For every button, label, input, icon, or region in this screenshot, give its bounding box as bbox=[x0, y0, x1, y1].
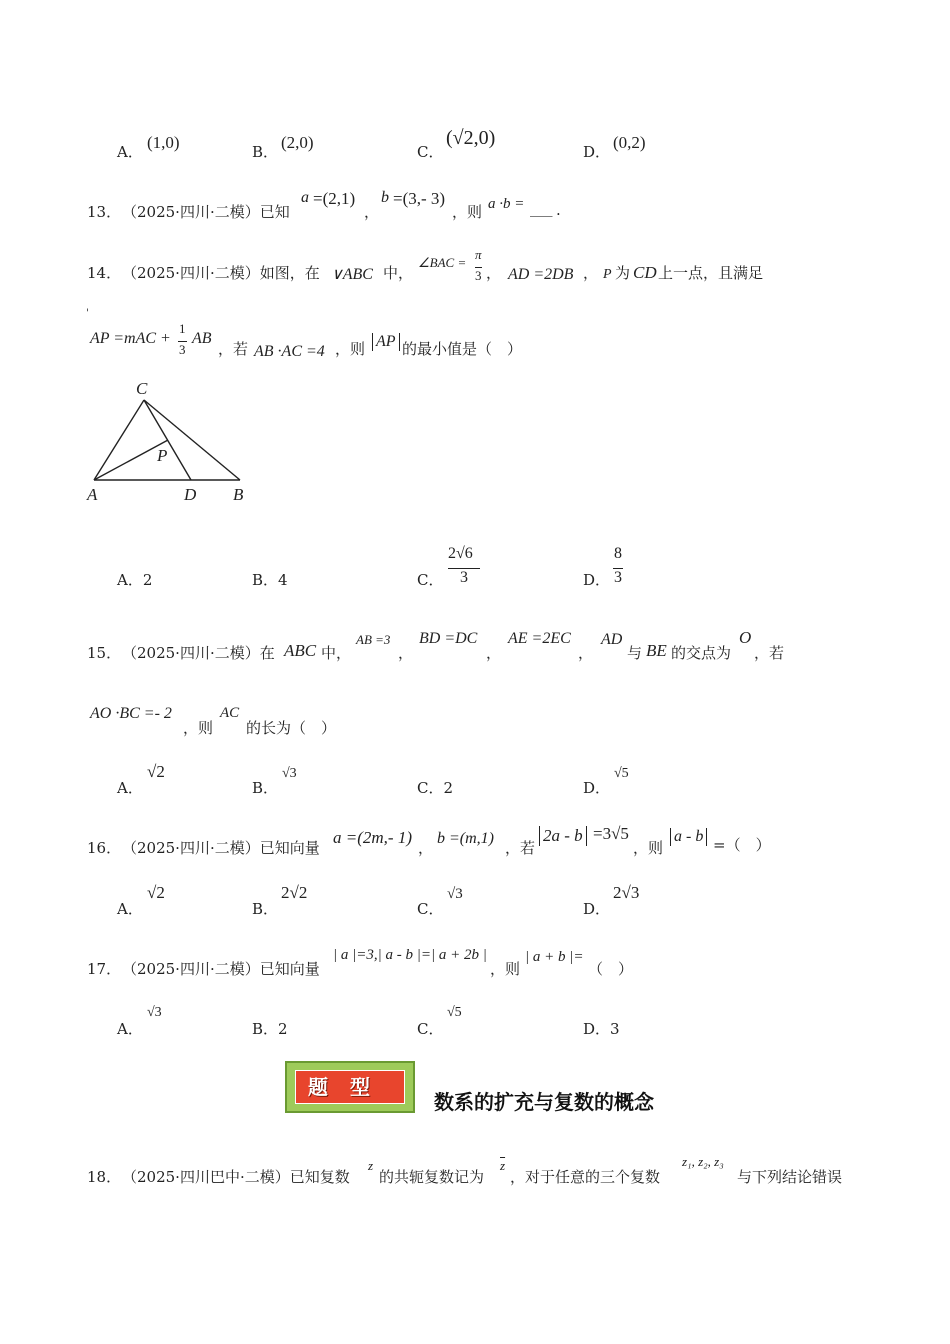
q16-option-b-label: B． bbox=[252, 900, 279, 918]
q14-option-d-den: 3 bbox=[614, 569, 622, 586]
label-a: A bbox=[87, 485, 98, 504]
label-c: C bbox=[136, 379, 148, 398]
q15-ruo: ，若 bbox=[754, 644, 785, 662]
q13-b-value: =(3,- 3) bbox=[393, 189, 446, 208]
label-d: D bbox=[184, 485, 197, 504]
q18-number: 18． bbox=[87, 1168, 122, 1186]
segment-cb bbox=[144, 400, 240, 480]
q15-abc: ABC bbox=[284, 641, 317, 660]
q14-cd: CD bbox=[633, 263, 657, 282]
q14-angle: ∠BAC = bbox=[418, 255, 467, 270]
section-badge bbox=[285, 1061, 415, 1113]
q13-source: （2025·四川·二模）已知 bbox=[122, 203, 290, 221]
option-d-value: (0,2) bbox=[613, 133, 646, 152]
q14-pi: π bbox=[475, 247, 482, 262]
q14-source: （2025·四川·二模）如图，在 bbox=[122, 264, 320, 282]
q14-ad: AD =2DB bbox=[508, 266, 574, 283]
q17-option-b: B．2 bbox=[252, 1020, 288, 1038]
q14-ruo: ，若 bbox=[218, 340, 249, 358]
q14-triangle: ∨ABC bbox=[331, 266, 373, 283]
q15-o: O bbox=[739, 628, 752, 647]
q15-option-a-label: A． bbox=[117, 779, 143, 797]
q17-ze: ，则 bbox=[490, 960, 521, 978]
q13-comma: ， bbox=[364, 203, 380, 221]
option-a-label: A． bbox=[117, 143, 143, 161]
q17-option-c-label: C． bbox=[417, 1020, 444, 1038]
q16-comma: ， bbox=[418, 839, 434, 857]
q15-ao-expr: AO ·BC =- 2 bbox=[90, 705, 172, 722]
q18-mid: 的共轭复数记为 bbox=[379, 1168, 485, 1186]
q16-source: （2025·四川·二模）已知向量 bbox=[122, 839, 320, 857]
q15-source: （2025·四川·二模）在 bbox=[122, 644, 275, 662]
q15-option-b-label: B． bbox=[252, 779, 279, 797]
q14-option-b: B．4 bbox=[252, 571, 288, 589]
q17-condition: | a |=3,| a - b |=| a + 2b | bbox=[333, 947, 487, 963]
q15-yu: 与 bbox=[627, 644, 643, 662]
q16-a-def: a =(2m,- 1) bbox=[333, 828, 412, 847]
q17-number: 17． bbox=[87, 960, 122, 978]
q14-option-d-num: 8 bbox=[614, 545, 622, 562]
option-b-label: B． bbox=[252, 143, 279, 161]
q16-option-d-value: 2√3 bbox=[613, 883, 640, 902]
q15-jiao: 的交点为 bbox=[671, 644, 732, 662]
q15-bd: BD =DC bbox=[419, 630, 478, 647]
q14-option-c-num: 2√6 bbox=[448, 545, 473, 562]
q16-eq: =3√5 bbox=[593, 824, 629, 843]
q15-option-c: C．2 bbox=[417, 779, 454, 797]
q13-end: . bbox=[556, 201, 561, 219]
q15-comma-2: ， bbox=[486, 644, 502, 662]
q18-zs: z₁, z₂, z₃ bbox=[682, 1154, 724, 1169]
option-d-label: D． bbox=[583, 143, 611, 161]
q15-ze: ，则 bbox=[183, 719, 214, 737]
q14-frac-den: 3 bbox=[179, 342, 186, 357]
q15-option-d-label: D． bbox=[583, 779, 611, 797]
q18-source: （2025·四川巴中·二模）已知复数 bbox=[122, 1168, 350, 1186]
q17-tail: （ ） bbox=[588, 960, 634, 978]
q13-a-vector: a bbox=[301, 189, 309, 206]
q16-tail: =（ ） bbox=[713, 836, 771, 854]
q16-option-d-label: D． bbox=[583, 900, 611, 918]
q14-dot-expr: AB ·AC =4 bbox=[254, 343, 325, 360]
q14-rest: 上一点，且满足 bbox=[658, 264, 764, 282]
q14-comma-2: ， bbox=[583, 264, 599, 282]
q14-option-c: C． bbox=[417, 571, 444, 589]
q15-tail: 的长为（ ） bbox=[246, 719, 337, 737]
label-b: B bbox=[233, 485, 244, 504]
q14-mark: ' bbox=[86, 308, 89, 319]
q15-comma-1: ， bbox=[398, 644, 414, 662]
q14-option-d: D． bbox=[583, 571, 611, 589]
q14-triangle-figure bbox=[84, 378, 254, 508]
q14-ap-eq: AP =mAC + bbox=[90, 330, 171, 347]
q15-be: BE bbox=[646, 641, 667, 660]
q16-option-a-label: A． bbox=[117, 900, 143, 918]
q15-option-d-value: √5 bbox=[614, 766, 629, 781]
q16-abs-a-b: a - b bbox=[670, 828, 707, 846]
option-c-label: C． bbox=[417, 143, 444, 161]
q14-three: 3 bbox=[475, 268, 482, 283]
q15-option-a-value: √2 bbox=[147, 762, 165, 781]
segment-ac bbox=[94, 400, 144, 480]
q16-option-c-value: √3 bbox=[447, 886, 463, 902]
section-badge-label: 题型 bbox=[295, 1070, 405, 1104]
q14-ze: ，则 bbox=[335, 340, 366, 358]
option-c-value: (√2,0) bbox=[446, 127, 496, 149]
q13-a-value: =(2,1) bbox=[313, 189, 356, 208]
q14-number: 14． bbox=[87, 264, 122, 282]
option-b-value: (2,0) bbox=[281, 133, 314, 152]
q15-option-b-value: √3 bbox=[282, 766, 297, 781]
q16-ruo: ，若 bbox=[505, 839, 536, 857]
q17-option-a-label: A． bbox=[117, 1020, 143, 1038]
q18-z: z bbox=[368, 1158, 374, 1173]
q13-blank: ___ bbox=[530, 199, 553, 217]
q14-frac-num: 1 bbox=[179, 321, 186, 336]
q14-comma-1: ， bbox=[486, 264, 502, 282]
q18-mid2: ，对于任意的三个复数 bbox=[510, 1168, 661, 1186]
q18-zbar: $\overline{z}$ bbox=[500, 1158, 506, 1173]
q15-number: 15． bbox=[87, 644, 122, 662]
q16-b-def: b =(m,1) bbox=[437, 830, 495, 847]
q15-ad: AD bbox=[601, 631, 623, 648]
q14-option-c-den: 3 bbox=[448, 568, 480, 587]
q14-option-a: A．2 bbox=[117, 571, 153, 589]
q14-mid: 中， bbox=[383, 264, 414, 282]
q17-option-c-value: √5 bbox=[447, 1005, 462, 1020]
q13-dot-expr: a ·b = bbox=[488, 196, 525, 212]
q16-option-b-value: 2√2 bbox=[281, 883, 308, 902]
q16-ze: ，则 bbox=[633, 839, 664, 857]
option-a-value: (1,0) bbox=[147, 133, 180, 152]
q14-p: P bbox=[603, 267, 612, 282]
q16-number: 16． bbox=[87, 839, 122, 857]
q15-ae: AE =2EC bbox=[508, 630, 571, 647]
q17-target: | a + b |= bbox=[525, 949, 584, 965]
q17-option-a-value: √3 bbox=[147, 1005, 162, 1020]
q14-ap-abs: AP bbox=[372, 333, 400, 351]
q18-tail: 与下列结论错误 bbox=[737, 1168, 843, 1186]
q17-option-d: D．3 bbox=[583, 1020, 620, 1038]
q17-source: （2025·四川·二模）已知向量 bbox=[122, 960, 320, 978]
q13-number: 13． bbox=[87, 203, 122, 221]
q15-ab3: AB =3 bbox=[356, 632, 391, 647]
q13-b-vector: b bbox=[381, 189, 389, 206]
q15-ac: AC bbox=[220, 705, 240, 721]
q14-ab: AB bbox=[192, 330, 212, 347]
q16-abs-2a-b: 2a - b bbox=[539, 826, 587, 846]
q14-tail: 的最小值是（ ） bbox=[402, 340, 523, 358]
q16-option-c-label: C． bbox=[417, 900, 444, 918]
section-title: 数系的扩充与复数的概念 bbox=[434, 1090, 654, 1114]
q15-comma-3: ， bbox=[578, 644, 594, 662]
q15-mid: 中， bbox=[321, 644, 352, 662]
q16-option-a-value: √2 bbox=[147, 883, 165, 902]
q14-on: 为 bbox=[615, 264, 631, 282]
q12-options bbox=[0, 127, 950, 171]
q13-then: ，则 bbox=[452, 203, 483, 221]
label-p: P bbox=[157, 446, 168, 465]
